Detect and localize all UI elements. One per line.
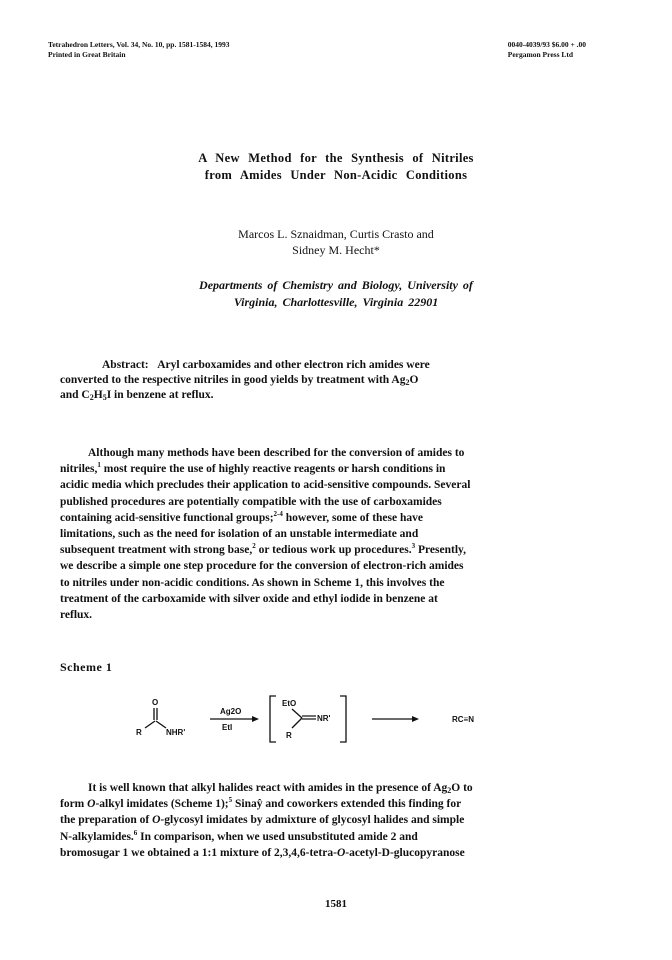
affiliation	[0, 277, 672, 311]
abstract-text-1: Aryl carboxamides and other electron rich amides were	[157, 359, 430, 371]
title-line-2: from Amides Under Non-Acidic Conditions	[204, 168, 468, 182]
text-line	[60, 542, 605, 558]
reference-mark: 2	[252, 542, 256, 551]
abstract-text-3b: H	[93, 389, 103, 401]
subscript: 2	[89, 393, 94, 402]
affiliation-line-2: Virginia, Charlottesville, Virginia 22901	[233, 295, 439, 309]
reagent-ethyl-iodide: EtI	[222, 723, 233, 732]
text-span: form	[60, 798, 88, 811]
text-span: subsequent treatment with strong base,	[60, 544, 253, 557]
abstract-text-2: converted to the respective nitriles in good yields by treatment with Ag	[60, 374, 406, 386]
abstract-text-3a: and C	[60, 389, 90, 401]
text-span: O to	[451, 782, 473, 794]
article-code: 0040-4039/93 $6.00 + .00	[507, 40, 586, 49]
abstract-text-2-end: O	[409, 374, 419, 386]
text-span: In comparison, when we used unsubstituted amide 2 and	[137, 830, 418, 843]
reference-mark: 5	[228, 796, 233, 805]
text-span: bromosugar 1 we obtained a 1:1 mixture of 2,3,4,6-tetra-	[60, 846, 337, 859]
text-span: N-alkylamides.	[60, 830, 134, 843]
carbonyl-oxygen: O	[152, 698, 159, 707]
imine-nr-group: NR'	[317, 714, 331, 723]
text-span: -alkyl imidates (Scheme 1);	[95, 798, 229, 811]
text-span: the preparation of	[60, 814, 153, 827]
affiliation-line-1: Departments of Chemistry and Biology, University of	[199, 278, 473, 292]
nitrile-product: RC≡N	[452, 715, 474, 724]
text-line	[60, 812, 605, 828]
scheme-label: Scheme 1	[60, 660, 113, 674]
nhr-group: NHR'	[166, 728, 186, 737]
r-group: R	[136, 728, 142, 737]
bond	[292, 718, 302, 728]
italic-o: O	[87, 798, 96, 811]
author-list	[0, 226, 672, 258]
page-number: 1581	[325, 898, 347, 910]
bond	[145, 721, 155, 728]
abstract-text-3c: I in benzene at reflux.	[106, 389, 214, 401]
text-line: we describe a simple one step procedure for the conversion of electron-rich amides	[60, 560, 464, 573]
italic-o: O	[336, 846, 346, 859]
reagent-silver-oxide: Ag2O	[220, 707, 242, 716]
ethoxy-group: EtO	[282, 699, 297, 708]
text-line: treatment of the carboxamide with silver oxide and ethyl iodide in benzene at	[60, 592, 438, 605]
second-paragraph	[60, 780, 605, 861]
italic-o: O	[152, 814, 161, 827]
text-line	[60, 829, 605, 845]
right-bracket	[340, 696, 346, 742]
publisher: Pergamon Press Ltd	[507, 50, 574, 59]
text-line	[60, 510, 605, 526]
reference-mark: 1	[97, 461, 101, 470]
text-line: Although many methods have been described for the conversion of amides to	[88, 447, 465, 459]
subscript: 2	[447, 786, 452, 795]
text-line: to nitriles under non-acidic conditions. As shown in Scheme 1, this involves the	[60, 576, 445, 589]
text-span: -acetyl-D-glucopyranose	[345, 846, 465, 859]
printed-in: Printed in Great Britain	[48, 50, 126, 59]
abstract-label: Abstract:	[102, 359, 149, 371]
text-span: Presently,	[415, 544, 467, 557]
text-span: Sinaŷ and coworkers extended this finding for	[232, 798, 462, 811]
authors-line-1: Marcos L. Sznaidman, Curtis Crasto and	[238, 227, 434, 241]
text-span: however, some of these have	[282, 511, 423, 524]
article-title	[0, 150, 672, 184]
text-line: reflux.	[60, 609, 93, 622]
reference-mark: 2-4	[273, 509, 283, 518]
subscript: 5	[102, 393, 107, 402]
arrow-head	[412, 716, 419, 722]
bond	[156, 721, 166, 728]
text-span: nitriles,	[60, 463, 98, 476]
scheme-1-diagram	[0, 690, 672, 750]
text-span: -glycosyl imidates by admixture of glycosyl halides and simple	[160, 814, 465, 827]
intro-paragraph	[60, 445, 605, 623]
text-line	[60, 845, 605, 861]
text-span: or tedious work up procedures.	[255, 544, 412, 557]
text-line: limitations, such as the need for isolation of an unstable intermediate and	[60, 528, 419, 541]
text-line	[60, 461, 605, 477]
text-span: most require the use of highly reactive reagents or harsh conditions in	[100, 463, 446, 476]
journal-citation: Tetrahedron Letters, Vol. 34, No. 10, pp. 1581-1584, 1993	[48, 40, 230, 49]
left-bracket	[270, 696, 276, 742]
bond	[292, 709, 302, 718]
subscript: 2	[405, 378, 410, 387]
text-span: containing acid-sensitive functional groups;	[60, 511, 274, 524]
text-line	[60, 780, 605, 796]
arrow-head	[252, 716, 259, 722]
journal-header-right	[508, 40, 586, 60]
text-line	[60, 796, 605, 812]
journal-header-left	[48, 40, 229, 60]
abstract	[60, 358, 600, 403]
title-line-1: A New Method for the Synthesis of Nitriles	[198, 151, 474, 165]
text-span: It is well known that alkyl halides react with amides in the presence of Ag	[88, 782, 448, 794]
authors-line-2: Sidney M. Hecht*	[292, 243, 380, 257]
text-line: acidic media which precludes their application to acid-sensitive compounds. Several	[60, 479, 471, 492]
intermediate-r-group: R	[286, 731, 292, 740]
text-line: published procedures are potentially compatible with the use of carboxamides	[60, 495, 442, 508]
reference-mark: 6	[133, 828, 138, 837]
reference-mark: 3	[411, 542, 416, 551]
